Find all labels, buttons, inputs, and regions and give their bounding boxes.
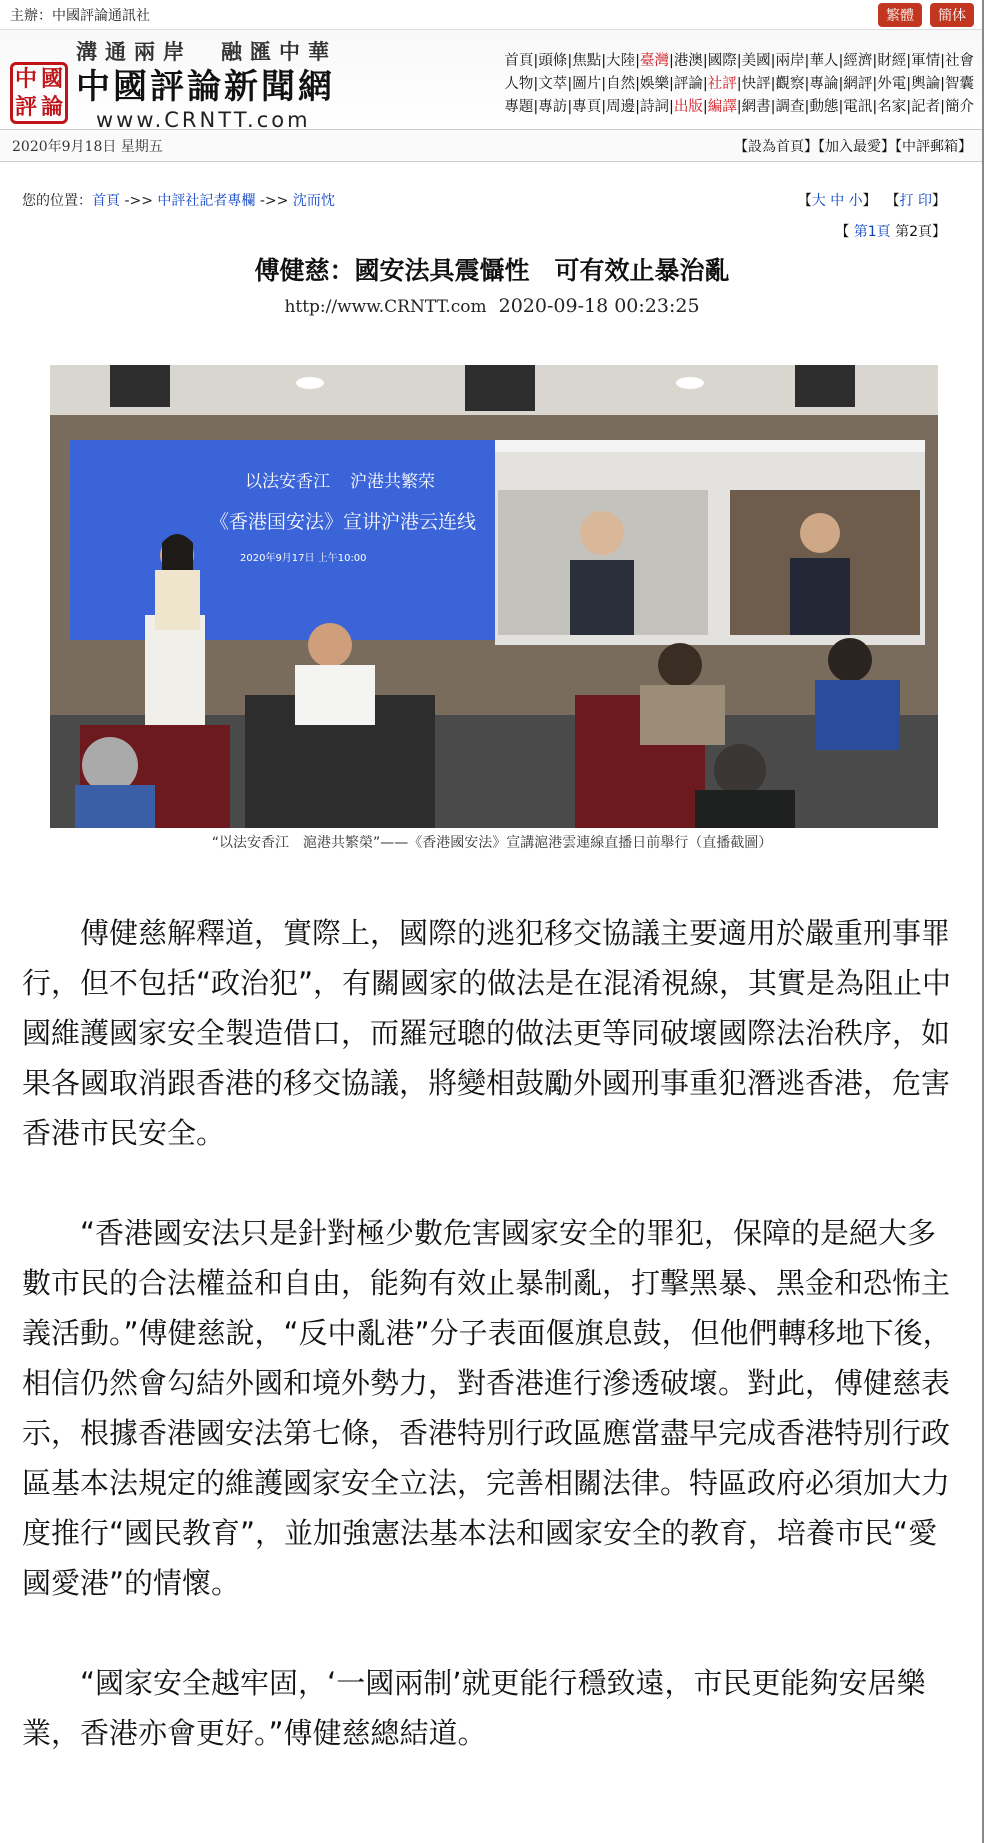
nav-separator: | xyxy=(872,53,878,69)
nav-separator: | xyxy=(940,53,945,69)
screen-slogan-right: 沪港共繁荣 xyxy=(350,472,435,492)
logo-text xyxy=(76,36,337,132)
nav-separator: | xyxy=(533,76,539,92)
seal-char: 中 xyxy=(14,66,37,92)
date-bar xyxy=(0,130,984,162)
breadcrumb-separator: ->> xyxy=(255,193,293,209)
nav-separator: | xyxy=(804,76,810,92)
nav-separator: | xyxy=(702,53,708,69)
host-label: 主辦：中國評論通訊社 xyxy=(10,7,150,24)
site-slogan: 溝通兩岸 融匯中華 xyxy=(76,39,337,64)
seal-char: 評 xyxy=(14,94,37,120)
nav-row xyxy=(504,96,974,119)
article-paragraph: “香港國安法只是針對極少數危害國家安全的罪犯，保障的是絕大多數市民的合法權益和自由，能夠有效止暴制亂，打擊黑暴、黑金和恐怖主義活動。”傅健慈說，“反中亂港”分子表面偃旗息鼓，但他們轉移地下後，相信仍然會勾結外國和境外勢力，對香港進行滲透破壞。對此，傅健慈表示，根據香港國安法第七條，香港特別行政區應當盡早完成香港特別行政區基本法規定的維護國家安全立法，完善相關法律。特區政府必須加大力度推行“國民教育”，並加強憲法基本法和國家安全的教育，培養市民“愛國愛港”的情懷。 xyxy=(22,1216,952,1600)
nav-separator: | xyxy=(533,99,539,115)
nav-separator: | xyxy=(838,53,844,69)
nav-link[interactable]: 專頁 xyxy=(572,99,602,115)
article-photo xyxy=(50,365,938,828)
article-timestamp: 2020-09-18 00:23:25 xyxy=(498,295,700,317)
nav-separator: | xyxy=(940,76,945,92)
nav-link[interactable]: 名家 xyxy=(877,99,907,115)
nav-link[interactable]: 簡介 xyxy=(945,99,974,115)
article-meta xyxy=(0,295,984,317)
nav-link[interactable]: 焦點 xyxy=(572,53,602,69)
screen-slogan-left: 以法安香江 xyxy=(245,472,330,492)
nav-link[interactable]: 網書 xyxy=(741,99,771,115)
nav-separator: | xyxy=(906,53,912,69)
nav-link[interactable]: 人物 xyxy=(504,76,534,92)
seal-char: 國 xyxy=(40,66,63,92)
breadcrumb-author-link[interactable]: 沈而忱 xyxy=(292,193,335,209)
nav-separator: | xyxy=(804,53,810,69)
nav-separator: | xyxy=(601,76,607,92)
nav-link[interactable]: 網評 xyxy=(843,76,873,92)
nav-separator: | xyxy=(601,99,607,115)
conference-photo-illustration xyxy=(50,365,938,828)
top-bar xyxy=(0,0,984,30)
page-2-current: 第2頁 xyxy=(895,224,932,240)
nav-separator: | xyxy=(736,76,742,92)
nav-link[interactable]: 記者 xyxy=(911,99,941,115)
site-domain: www.CRNTT.com xyxy=(96,108,311,132)
bracket: 】 xyxy=(862,193,877,209)
screen-date: 2020年9月17日 上午10:00 xyxy=(240,553,367,564)
simplified-chinese-button[interactable]: 簡体 xyxy=(930,3,974,27)
photo-caption: “以法安香江 滬港共繁榮”——《香港國安法》宣講滬港雲連線直播日前舉行（直播截圖） xyxy=(211,835,773,851)
nav-link[interactable]: 經濟 xyxy=(843,53,873,69)
nav-link[interactable]: 外電 xyxy=(877,76,907,92)
nav-separator: | xyxy=(702,99,708,115)
nav-link[interactable]: 輿論 xyxy=(911,76,941,92)
article-paragraph: 傅健慈解釋道，實際上，國際的逃犯移交協議主要適用於嚴重刑事罪行，但不包括“政治犯”，有關國家的做法是在混淆視線，其實是為阻止中國維護國家安全製造借口，而羅冠聰的做法更等同破壞國際法治秩序，如果各國取消跟香港的移交協議，將變相鼓勵外國刑事重犯潛逃香港，危害香港市民安全。 xyxy=(22,916,952,1150)
nav-link[interactable]: 頭條 xyxy=(538,53,568,69)
nav-link[interactable]: 兩岸 xyxy=(775,53,805,69)
nav-separator: | xyxy=(736,99,742,115)
nav-link[interactable]: 華人 xyxy=(809,53,839,69)
nav-separator: | xyxy=(635,99,640,115)
nav-link[interactable]: 美國 xyxy=(741,53,771,69)
article-body xyxy=(22,908,962,1808)
site-header xyxy=(0,30,984,130)
nav-link[interactable]: 出版 xyxy=(673,99,703,115)
nav-separator: | xyxy=(668,99,674,115)
bracket: 【 xyxy=(885,193,900,209)
traditional-chinese-button[interactable]: 繁體 xyxy=(878,3,922,27)
nav-link[interactable]: 詩詞 xyxy=(639,99,669,115)
nav-separator: | xyxy=(872,99,878,115)
site-logo[interactable] xyxy=(10,36,337,132)
nav-link[interactable]: 文萃 xyxy=(538,76,568,92)
nav-separator: | xyxy=(668,76,674,92)
bracket: 【 xyxy=(835,224,850,240)
breadcrumb-separator: ->> xyxy=(120,193,158,209)
nav-row xyxy=(504,50,974,73)
nav-separator: | xyxy=(872,76,878,92)
nav-link[interactable]: 社會 xyxy=(945,53,974,69)
utility-links[interactable]: 【設為首頁】【加入最愛】【中評郵箱】 xyxy=(734,138,972,155)
nav-separator: | xyxy=(533,53,539,69)
bracket: 【 xyxy=(797,193,812,209)
nav-link[interactable]: 專題 xyxy=(504,99,534,115)
article-tools xyxy=(798,190,946,210)
nav-separator: | xyxy=(702,76,708,92)
nav-link[interactable]: 社評 xyxy=(707,76,737,92)
nav-link[interactable]: 編譯 xyxy=(707,99,737,115)
nav-link[interactable]: 專訪 xyxy=(538,99,568,115)
breadcrumb-home-link[interactable]: 首頁 xyxy=(92,193,120,209)
nav-separator: | xyxy=(601,53,607,69)
nav-link[interactable]: 調查 xyxy=(775,99,805,115)
nav-separator: | xyxy=(940,99,945,115)
main-navigation xyxy=(504,36,974,129)
nav-row xyxy=(504,73,974,96)
font-size-small-link[interactable]: 小 xyxy=(848,193,863,209)
nav-separator: | xyxy=(804,99,810,115)
nav-separator: | xyxy=(838,99,844,115)
nav-separator: | xyxy=(770,99,776,115)
nav-separator: | xyxy=(906,99,912,115)
screen-title: 《香港国安法》宣讲沪港云连线 xyxy=(210,511,477,533)
nav-link[interactable]: 智囊 xyxy=(945,76,974,92)
nav-separator: | xyxy=(567,53,573,69)
nav-separator: | xyxy=(635,76,640,92)
seal-logo-icon xyxy=(10,62,68,124)
current-date: 2020年9月18日 星期五 xyxy=(12,138,163,155)
bracket: 】 xyxy=(932,193,946,209)
bracket: 】 xyxy=(932,224,946,240)
seal-char: 論 xyxy=(40,94,63,120)
nav-link[interactable]: 港澳 xyxy=(673,53,703,69)
font-size-medium-link[interactable]: 中 xyxy=(830,193,845,209)
nav-separator: | xyxy=(668,53,674,69)
site-brand-name: 中國評論新聞網 xyxy=(76,67,335,107)
nav-link[interactable]: 首頁 xyxy=(504,53,534,69)
nav-link[interactable]: 評論 xyxy=(673,76,703,92)
font-size-large-link[interactable]: 大 xyxy=(811,193,826,209)
breadcrumb-prefix: 您的位置： xyxy=(22,193,92,209)
nav-link[interactable]: 自然 xyxy=(606,76,636,92)
nav-separator: | xyxy=(736,53,742,69)
nav-separator: | xyxy=(770,53,776,69)
nav-link[interactable]: 周邊 xyxy=(606,99,636,115)
language-switch xyxy=(878,3,974,27)
nav-link[interactable]: 快評 xyxy=(741,76,771,92)
nav-link[interactable]: 財經 xyxy=(877,53,907,69)
nav-link[interactable]: 觀察 xyxy=(775,76,805,92)
breadcrumb-section-link[interactable]: 中評社記者專欄 xyxy=(157,193,256,209)
nav-link[interactable]: 臺灣 xyxy=(639,53,669,69)
nav-link[interactable]: 動態 xyxy=(809,99,839,115)
nav-link[interactable]: 國際 xyxy=(707,53,737,69)
article-paragraph: “國家安全越牢固，‘一國兩制’就更能行穩致遠，市民更能夠安居樂業，香港亦會更好。”傅健慈總結道。 xyxy=(22,1666,926,1750)
nav-separator: | xyxy=(567,99,573,115)
article-title: 傅健慈：國安法具震懾性 可有效止暴治亂 xyxy=(254,256,730,285)
nav-separator: | xyxy=(770,76,776,92)
nav-link[interactable]: 專論 xyxy=(809,76,839,92)
page-1-link[interactable]: 第1頁 xyxy=(853,224,891,240)
nav-link[interactable]: 圖片 xyxy=(572,76,602,92)
nav-separator: | xyxy=(567,76,573,92)
nav-separator: | xyxy=(635,53,640,69)
nav-separator: | xyxy=(906,76,912,92)
breadcrumb xyxy=(22,190,335,210)
article-source-url: http://www.CRNTT.com xyxy=(284,297,487,317)
print-link[interactable]: 打 印 xyxy=(899,193,932,209)
nav-link[interactable]: 軍情 xyxy=(911,53,941,69)
nav-link[interactable]: 電訊 xyxy=(843,99,873,115)
nav-link[interactable]: 大陸 xyxy=(606,53,636,69)
nav-separator: | xyxy=(838,76,844,92)
nav-link[interactable]: 娛樂 xyxy=(639,76,669,92)
pagination xyxy=(835,221,946,241)
